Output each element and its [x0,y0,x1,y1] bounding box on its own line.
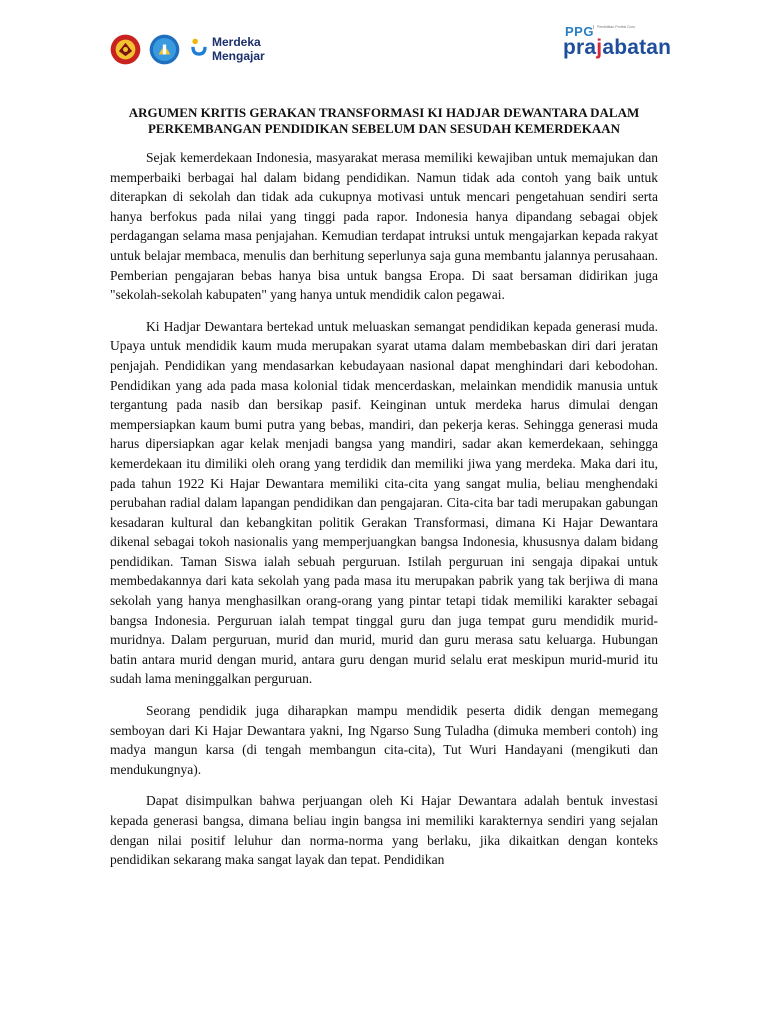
ppg-subtitle: Pendidikan Profesi Guru [593,25,637,29]
merdeka-line: Merdeka [212,35,261,49]
paragraph: Sejak kemerdekaan Indonesia, masyarakat merasa memiliki kewajiban untuk memajukan dan memperbaiki berbagai hal dalam bidang pendidikan. Namun tidak ada contoh yang baik untuk diterapkan di sekolah dan tidak ada cukupnya motivasi untuk mencari pengetahuan sendiri serta hanya berfokus pada nilai yang tinggi pada rapor. Indonesia hanya dipandang sebagai objek perdagangan selama masa penjajahan. Kemudian terdapat intruksi untuk mengajarkan kepada rakyat untuk belajar membaca, menulis dan berhitung seperlunya saja guna membantu jalannya perusahaan. Pemberian pengajaran bebas hanya bisa untuk bangsa Eropa. Di saat bersaman didirikan juga "sekolah-sekolah kabupaten" yang hanya untuk mendidik calon pegawai. [110,150,658,303]
prajabatan-j: j [596,36,603,59]
paragraph: Seorang pendidik juga diharapkan mampu mendidik peserta didik dengan memegang semboyan dari Ki Hajar Dewantara yakni, Ing Ngarso Sung Tuladha (dimuka memberi contoh) ing madya mangun karsa (di tengah membangun cita-cita), Tut Wuri Handayani (mengikuti dan mendukungnya). [110,703,658,777]
mengajar-line: Mengajar [212,49,265,63]
prajabatan-post: abatan [602,36,672,59]
page-header [0,0,768,90]
paragraph: Dapat disimpulkan bahwa perjuangan oleh Ki Hajar Dewantara adalah bentuk investasi kepada generasi bangsa, dimana beliau ingin bangsa ini memiliki karakternya sendiri yang sejalan dengan nilai positif leluhur dan norma-norma yang berlaku, jika dikaitkan dengan konteks pendidikan sekarang maka sangat layak dan tepat. Pendidikan [110,793,658,868]
tut-wuri-handayani-icon [148,33,181,66]
document-body [110,105,658,870]
document-title: ARGUMEN KRITIS GERAKAN TRANSFORMASI KI HADJAR DEWANTARA DALAM PERKEMBANGAN PENDIDIKAN SEBELUM DAN SESUDAH KEMERDEKAAN [128,105,640,136]
merdeka-mengajar-icon [188,33,210,63]
ppg-label: PPG [565,24,594,39]
university-emblem-icon [109,33,142,66]
prajabatan-pre: pra [563,36,597,59]
prajabatan-logo [563,36,671,60]
paragraph: Ki Hadjar Dewantara bertekad untuk meluaskan semangat pendidikan kepada generasi muda. Upaya untuk mendidik kaum muda merupakan syarat utama dalam membebaskan diri dari jeratan penjajah. Pendidikan yang mendasarkan kebudayaan nasional dapat menghindari dari kebodohan. Pendidikan yang ada pada masa kolonial tidak mencerdaskan, melainkan mendidik manusia untuk tergantung pada nasib dan bersikap pasif. Keinginan untuk merdeka harus dimulai dengan mempersiapkan kaum bumi putra yang bebas, mandiri, dan pekerja keras. Sehingga generasi muda harus dipersiapkan agar kelak menjadi bangsa yang mandiri, sadar akan kemerdekaan, sehingga kemerdekaan itu dimiliki oleh orang yang terdidik dan memiliki jiwa yang merdeka. Maka dari itu, pada tahun 1922 Ki Hajar Dewantara memiliki cita-cita yang sangat mulia, beliau menghendaki perubahan radial dalam lapangan pendidikan dan pengajaran. Cita-cita bar tadi merupakan gabungan kesadaran kultural dan kebangkitan politik Gerakan Transformasi, dimana Ki Hajar Dewantara dikenal sebagai tokoh nasionalis yang memperjuangkan bangsa Indonesia, khususnya dalam bidang pendidikan. Taman Siswa ialah sebuah perguruan. Istilah perguruan ini sengaja dipakai untuk membedakannya dari kata sekolah yang pada masa itu merupakan pabrik yang tak berjiwa di mana sekolah yang hanya menghasilkan orang-orang yang pintar tetapi tidak memiliki karakter sebagai bangsa Indonesia. Perguruan ialah tempat tinggal guru dan juga tempat guru mendidik murid-muridnya. Dalam perguruan, murid dan murid, murid dan guru merasa satu keluarga. Hubungan batin antara murid dengan murid, antara guru dengan murid selalu erat meskipun murid-murid itu sudah lama meninggalkan perguruan. [110,318,658,687]
merdeka-mengajar-logo [212,35,265,63]
